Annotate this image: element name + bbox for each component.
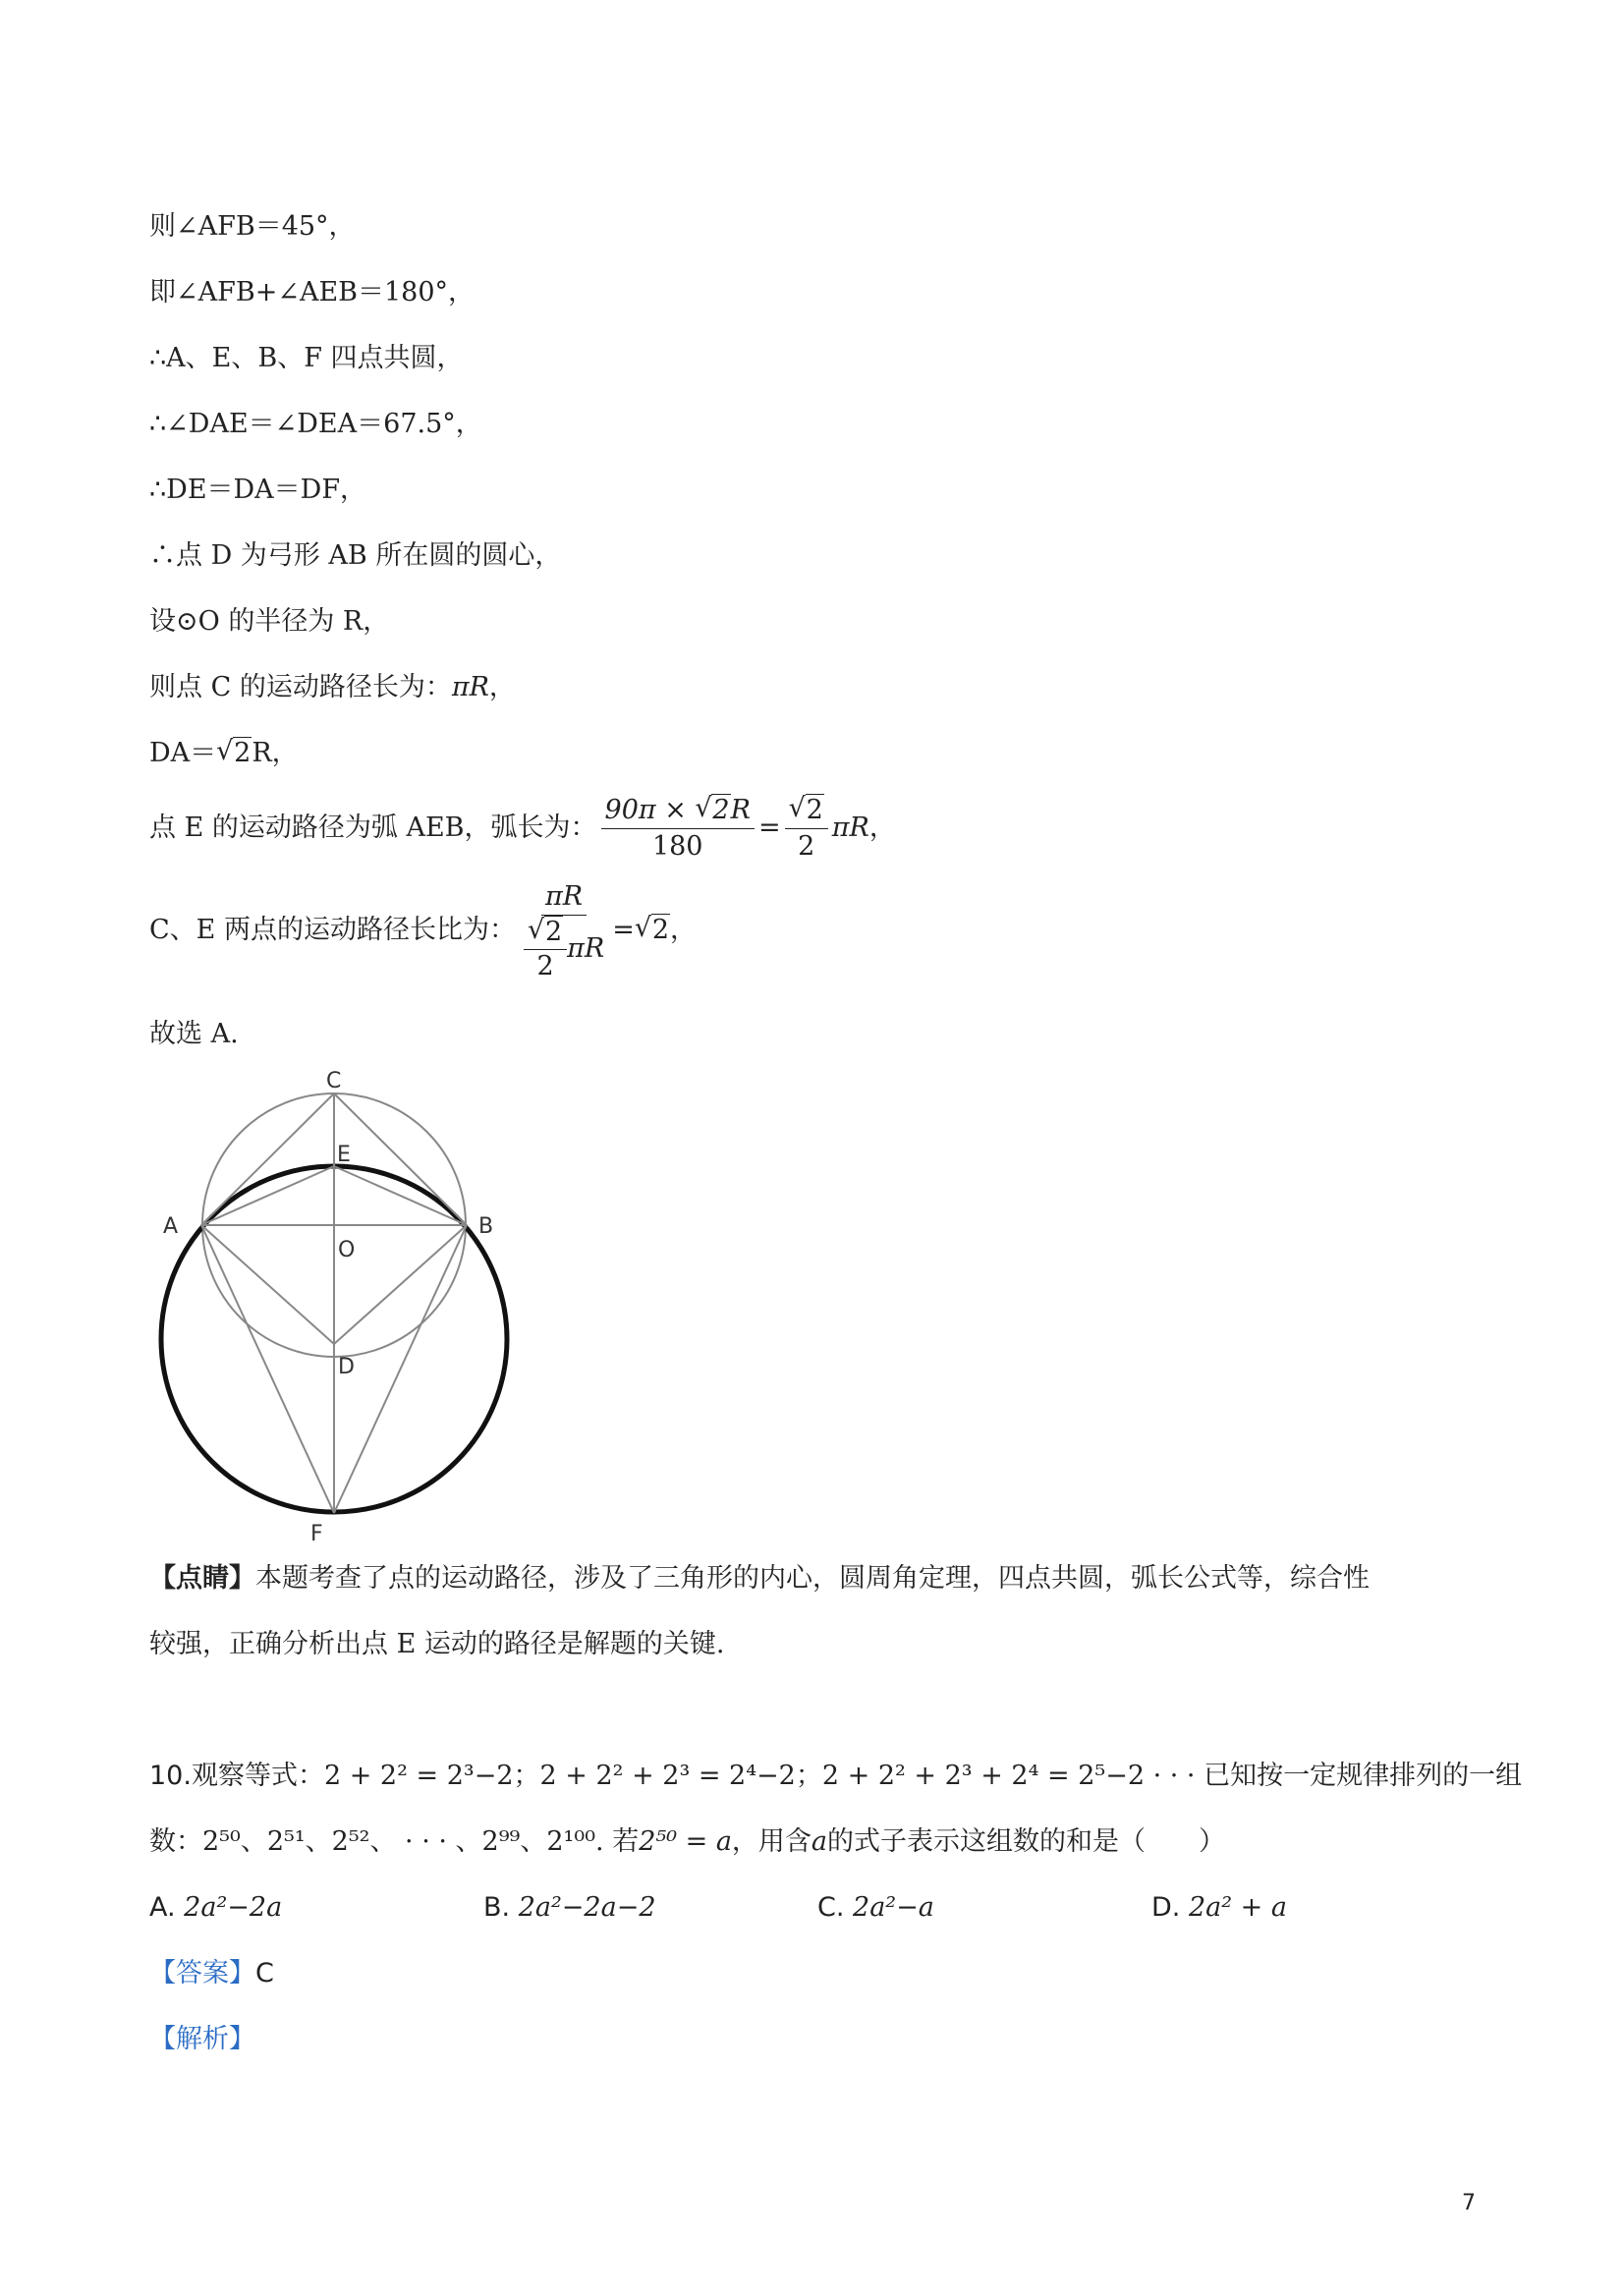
label-a: A <box>163 1214 179 1239</box>
comment-tag: 【点睛】 <box>149 1563 255 1594</box>
q10-line2-suffix: 的式子表示这组数的和是（ ） <box>827 1826 1226 1857</box>
arc-result-tail: πR <box>831 812 869 843</box>
label-o: O <box>338 1238 356 1262</box>
ratio-suffix: ， <box>670 915 698 945</box>
choice-a-expr: 2a²−2a <box>184 1892 283 1923</box>
page-number: 7 <box>1462 2191 1476 2215</box>
q10-variable: a <box>811 1826 828 1857</box>
ratio-prefix: C、E 两点的运动路径长比为： <box>149 915 516 945</box>
q10-line2-mid2: ，用含 <box>731 1826 812 1857</box>
da-sqrt: √ 2 <box>216 737 252 770</box>
choice-a[interactable] <box>149 1891 282 1925</box>
question-number: 10. <box>149 1761 192 1791</box>
solution-line-11 <box>149 876 697 984</box>
label-e: E <box>337 1143 351 1167</box>
choice-b-label: B. <box>483 1892 511 1923</box>
arc-suffix: ， <box>868 812 896 843</box>
solution-line-5: ∴DE＝DA＝DF， <box>149 475 367 505</box>
comment-line-2: 较强，正确分析出点 E 运动的路径是解题的关键. <box>149 1629 725 1659</box>
answer-line <box>149 1957 274 1990</box>
segment-ae <box>201 1166 334 1225</box>
question10-line-1 <box>149 1760 1522 1793</box>
choice-d[interactable] <box>1151 1891 1287 1925</box>
ratio-equals: = <box>612 915 635 945</box>
ratio-result: √ 2 <box>635 876 670 984</box>
path-c-value: πR <box>451 672 489 702</box>
q10-line2-prefix: 数： <box>149 1826 202 1857</box>
answer-value: C <box>255 1958 274 1988</box>
label-c: C <box>326 1069 342 1093</box>
analysis-line <box>149 2023 255 2056</box>
choice-d-expr: 2a² + a <box>1188 1892 1287 1923</box>
arc-result-fraction: √ $\frac{2}{2}$ <box>785 793 828 865</box>
choice-b-expr: 2a²−2a−2 <box>518 1892 656 1923</box>
solution-line-7: 设⊙O 的半径为 R， <box>149 606 390 637</box>
arc-prefix: 点 E 的运动路径为弧 AEB，弧长为： <box>149 812 597 843</box>
arc-length-fraction: $\frac{90\pi \times √ 2R}{180}$ <box>601 793 755 865</box>
solution-line-8 <box>149 671 516 704</box>
question10-line-2 <box>149 1825 1225 1859</box>
q10-line1-suffix: 已知按一定规律排列的一组 <box>1203 1761 1523 1791</box>
analysis-tag: 【解析】 <box>149 2024 255 2054</box>
choice-c-expr: 2a²−a <box>853 1892 934 1923</box>
choice-d-label: D. <box>1151 1892 1181 1923</box>
solution-line-1: 则∠AFB＝45°， <box>149 211 356 242</box>
comment-text-1: 本题考查了点的运动路径，涉及了三角形的内心，圆周角定理，四点共圆，弧长公式等，综合性 <box>255 1563 1370 1594</box>
label-b: B <box>478 1214 494 1239</box>
q10-equations: 2 + 2² = 2³−2；2 + 2² + 2³ = 2⁴−2；2 + 2² + 2³ + 2⁴ = 2⁵−2 · · · <box>323 1761 1204 1791</box>
choice-a-label: A. <box>149 1892 176 1923</box>
solution-line-12: 故选 A. <box>149 1019 239 1049</box>
solution-line-6: ∴点 D 为弓形 AB 所在圆的圆心， <box>149 540 562 571</box>
da-suffix: R， <box>252 738 299 768</box>
solution-line-4: ∴∠DAE＝∠DEA＝67.5°， <box>149 409 482 439</box>
segment-ac <box>201 1093 334 1225</box>
choice-b[interactable] <box>483 1891 656 1925</box>
arc-equals: = <box>757 812 781 843</box>
q10-condition: 2⁵⁰ = a <box>639 1826 732 1857</box>
q10-sequence: 2⁵⁰、2⁵¹、2⁵²、 · · · 、2⁹⁹、2¹⁰⁰ <box>202 1826 596 1857</box>
choice-c[interactable] <box>817 1891 934 1925</box>
comment-line-1 <box>149 1562 1370 1596</box>
answer-tag: 【答案】 <box>149 1958 255 1988</box>
q10-line2-mid: . 若 <box>595 1826 640 1857</box>
path-c-prefix: 则点 C 的运动路径长为： <box>149 672 452 702</box>
path-c-suffix: ， <box>488 672 516 702</box>
label-d: D <box>338 1355 355 1379</box>
q10-line1-prefix: 观察等式： <box>191 1761 324 1791</box>
label-f: F <box>310 1522 323 1546</box>
segment-be <box>334 1166 467 1225</box>
geometry-figure <box>147 1066 521 1552</box>
segment-ad <box>201 1225 334 1344</box>
da-prefix: DA＝ <box>149 738 217 768</box>
solution-line-2: 即∠AFB+∠AEB＝180°， <box>149 277 476 308</box>
solution-line-9 <box>149 737 299 770</box>
solution-line-10 <box>149 792 896 865</box>
ratio-fraction: πR √ $\frac{2}{2}$ πR <box>520 879 608 983</box>
segment-bc <box>334 1093 467 1225</box>
solution-line-3: ∴A、E、B、F 四点共圆， <box>149 343 464 373</box>
choice-c-label: C. <box>817 1892 845 1923</box>
